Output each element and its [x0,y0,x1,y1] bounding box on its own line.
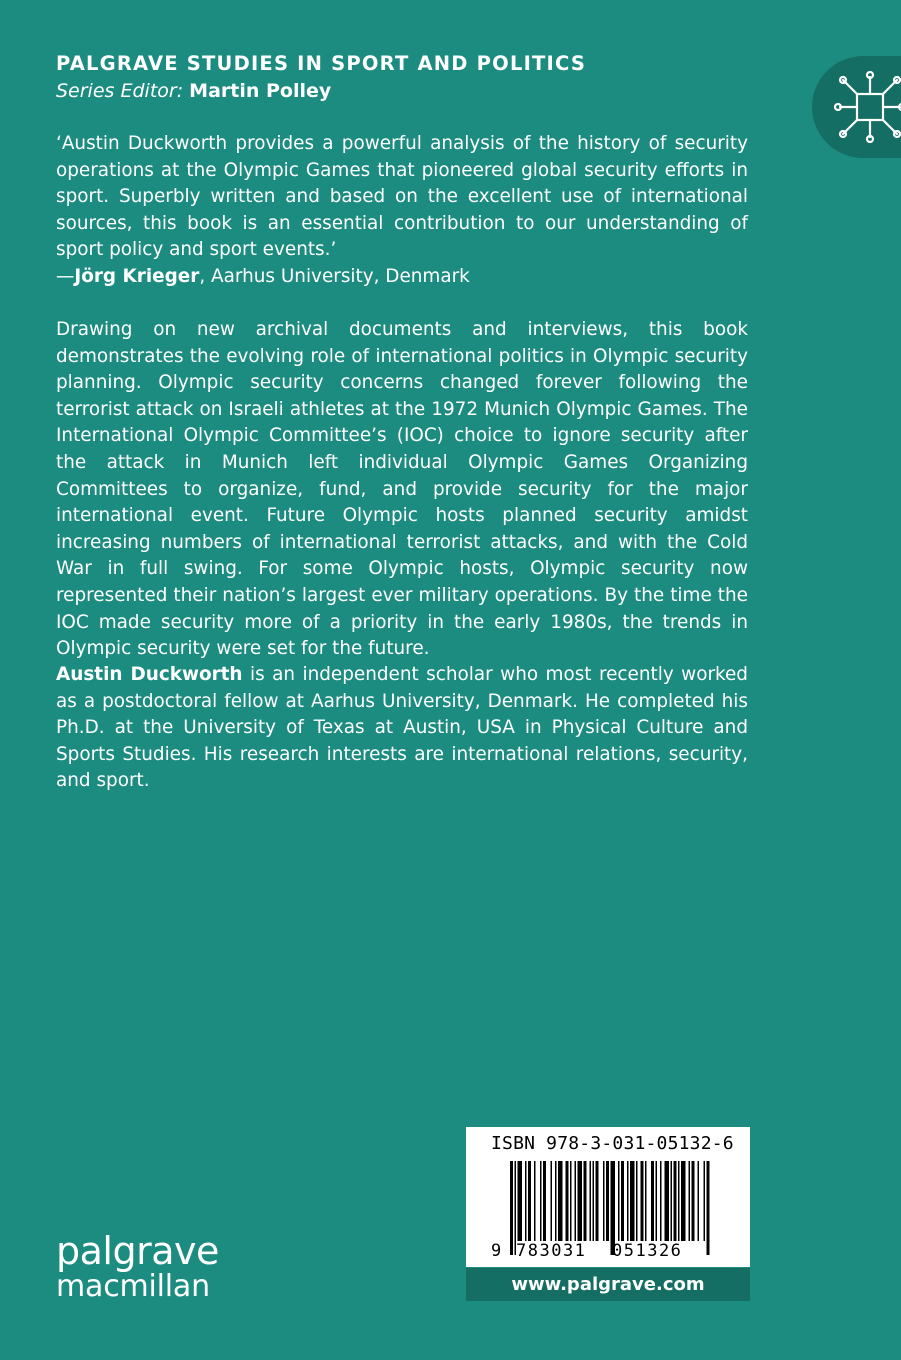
attribution-name: Jörg Krieger [74,266,200,287]
barcode-first-digit: 9 [491,1241,502,1261]
barcode-group-left: 783031 [516,1241,587,1261]
palgrave-macmillan-logo [56,1229,219,1304]
author-bio [56,662,748,795]
series-editor-name: Martin Polley [189,80,332,102]
author-bio-text: is an independent scholar who most recently worked as a postdoctoral fellow at Aarhus University, Denmark. He completed his Ph.D. at the University of Texas at Austin, USA in Physical Culture and Sports Studies. His research interests are international relations, security, and sport. [56,664,748,792]
series-title: PALGRAVE STUDIES IN SPORT AND POLITICS [56,52,587,75]
logo-palgrave: palgrave [56,1229,219,1273]
book-description: Drawing on new archival documents and interviews, this book demonstrates the evolving role of international politics in Olympic security planning. Olympic security concerns changed forever following the terrorist attack on Israeli athletes at the 1972 Munich Olympic Games. The International Olympic Committee’s (IOC) choice to ignore security after the attack in Munich left individual Olympic Games Organizing Committees to organize, fund, and provide security for the major international event. Future Olympic hosts planned security amidst increasing numbers of international terrorist attacks, and with the Cold War in full swing. For some Olympic hosts, Olympic security now represented their nation’s largest ever military operations. By the time the IOC made security more of a priority in the early 1980s, the trends in Olympic security were set for the future. [56,319,748,660]
series-badge [812,56,901,158]
barcode-bars-icon [466,1127,750,1267]
barcode-group-right: 051326 [612,1241,683,1261]
endorsement-quote: ‘Austin Duckworth provides a powerful analysis of the history of security operations at the Olympic Games that pioneered global security efforts in sport. Superbly written and based on the excellent use of international sources, this book is an essential contribution to our understanding of sport policy and sport events.’ [56,133,748,261]
quote-attribution [56,264,470,291]
series-editor [56,80,331,102]
isbn-barcode [466,1127,750,1267]
logo-macmillan: macmillan [56,1269,210,1304]
attribution-dash: — [56,266,75,287]
publisher-website[interactable]: www.palgrave.com [466,1268,750,1301]
author-name: Austin Duckworth [56,664,243,685]
series-editor-label: Series Editor: [56,80,184,102]
isbn-label: ISBN 978-3-031-05132-6 [491,1133,734,1154]
attribution-affiliation: , Aarhus University, Denmark [199,266,470,287]
network-node-icon [834,71,901,143]
